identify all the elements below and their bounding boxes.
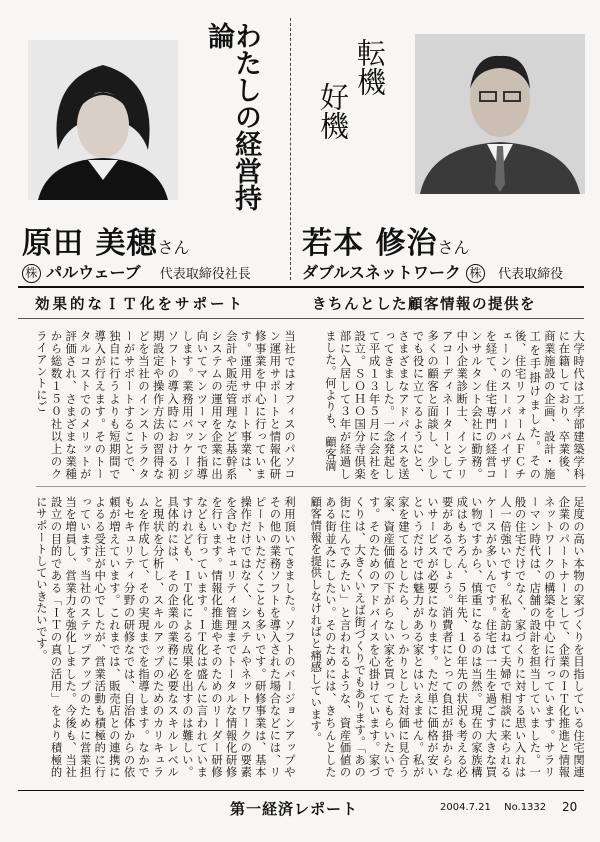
right-body-top: 大学時代は工学部建築学科に在籍しており、卒業後、商業施設の企画、設計・施工を手掛けました。その後、住宅リフォームＦＣチェーンのスーパーバイザーを経て、住宅専門の経営コンサルタント会社に勤務。中小企業診断士、インテリアコーディネーターとして多くの顧客と面談し、少しでも役に立てるようにと、さまざまなアドバイスを送ってきました。一念発起して平成１３年５月に会社を設立。ＳＯＨＯ国分寺倶楽部に入居して３年が経過しました。何よりも、顧客満 [323,330,585,480]
left-name-block [22,218,189,262]
woman-portrait-icon [28,40,178,200]
issue-number: No.1332 [504,802,547,813]
left-company-name: パルウェーブ [46,263,141,282]
left-honorific: さん [157,238,190,257]
body-row-divider [36,486,586,487]
right-body-bottom: 足度の高い本物の家づくりを目指している住宅関連企業のパートナーとして、企業のＩＴ化推進と情報ネットワークの構築を中心に行っています。サラリーマン時代は、店舗の設計を担当していました。一般の住宅だけでなく、家づくりに対する思い入れは人一倍強いです。私を訪ねて夫婦で相談に来られるケースが多いんです。住宅は一生を過ごす大きな買い物ですから、慎重になるのは当然。現在の家族構成はもちろん、５年先、１０年先の状況も考える必要があるでしょう。消費者にとって負担が掛からないサービスが必要になります。ただ単に価格が安いというだけでは魅力がある家とはいえません。私が家を建てるとしたら、しっかりとした対価に見合う家、資産価値の下がらない家を買ってもらいたいです。そのためのアドバイスを心掛けています。家づくりは、大きくいえば街づくりでもあります。「あの街に住んでみたい」と言われるような、資産価値のある街並みにしたい。そのためには、きちんとした顧客情報を提供しなければと痛感しています。 [309,496,585,778]
headline-bottom-rule [18,318,584,319]
publication-logo: 第一経済レポート [230,800,359,818]
left-role: 代表取締役社長 [159,267,251,282]
right-role: 代表取締役 [498,267,564,282]
right-company-mark: 株 [466,264,485,283]
headline-top-rule [18,286,584,288]
right-company-name: ダブルスネットワーク [302,263,461,282]
left-body-bottom: 利用頂いてきました。ソフトのバージョンアップやその他の業務ソフトを導入された場合などには、リピートいただくことも多いです。研修事業は、基本操作だけではなく、システムやネットワークの要素を含むセキュリティ管理までトータルな情報化研修を行います。情報化推進やそのためのリーダー研修なども行っています。ＩＴ化は盛んに言われていますけれども、ＩＴ化による成果を出すのは難しい。具体的には、その企業の業務に必要なスキルレベルと現状を分析し、スキルアップのためのカリキュラムを作成して、その実現までを指導します。なかでもセキュリティ分野の研修なでは、自治体からの依頼が増えています。これまでは、販売店との連携によるる受注が中心でしたが、営業活動も積極的に行っています。当社のステップアップのために営業担当を増員し、営業力を強化しました。今後も、当社設立の目的である「ＩＴの真の活用」をより積極的にサポートしていきたいです。 [34,496,296,778]
right-honorific: さん [437,238,470,257]
header-divider [290,18,291,280]
right-name-block [302,218,469,262]
right-headline: きちんとした顧客情報の提供を [312,296,536,313]
left-headline: 効果的なＩＴ化をサポート [35,296,245,313]
man-portrait-icon [415,34,585,194]
left-body-top: 当社ではオフィスのパソコン運用サポートと情報化研修事業を中心に行っています。運用サポート事業は、会計や販売管理など基幹系システムの運用を企業に出向いてマンツーマンで指導します。業務用パッケージソフトの導入時における初期設定や操作方法の習得などを当社のインストラクターがサポートすることで、独自に行うよりも短期間で導入が行えます。そのトータルコストでのメリットが評価され、さまざまな業種から総数１５０社以上のクライアントにご [34,330,296,480]
left-company-block [22,260,251,283]
right-portrait-photo [415,34,585,194]
left-series-title: わたしの経営持論 [203,22,261,211]
right-series-title-line2: 好機 [316,82,350,140]
footer-rule [18,790,584,791]
right-person-name: 若本 修治 [302,226,438,261]
right-company-block [302,260,563,283]
right-series-title-line1: 転機 [353,38,387,96]
issue-date: 2004.7.21 [440,802,491,813]
left-portrait-photo [28,40,178,200]
issue-info [440,802,546,813]
left-company-mark: 株 [22,264,41,283]
left-person-name: 原田 美穂 [22,226,158,261]
page-number: 20 [562,800,578,814]
